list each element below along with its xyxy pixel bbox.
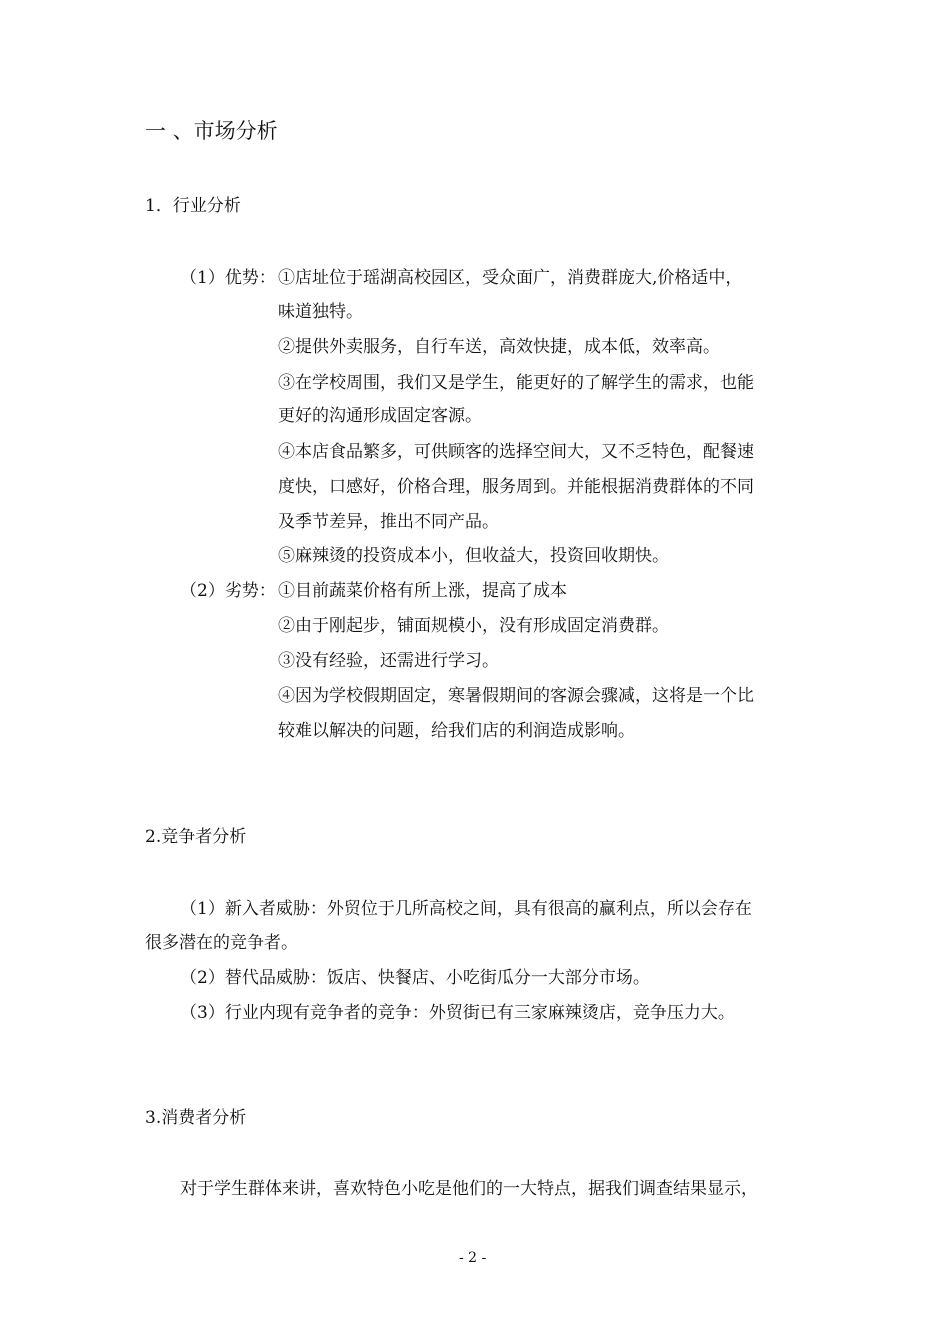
section-title: 一 、市场分析 <box>145 119 278 143</box>
strength-line: ②提供外卖服务，自行车送，高效快捷，成本低，效率高。 <box>278 337 720 357</box>
weakness-line: ③没有经验，还需进行学习。 <box>278 651 499 671</box>
competitor-line: 很多潜在的竞争者。 <box>145 933 298 953</box>
weakness-line: ①目前蔬菜价格有所上涨，提高了成本 <box>278 581 567 601</box>
strength-line: ③在学校周围，我们又是学生，能更好的了解学生的需求，也能 <box>278 373 754 393</box>
weaknesses-label: （2）劣势： <box>180 581 276 601</box>
weakness-line: ④因为学校假期固定，寒暑假期间的客源会骤减，这将是一个比 <box>278 686 754 706</box>
competitor-line: （2）替代品威胁：饭店、快餐店、小吃街瓜分一大部分市场。 <box>180 968 650 988</box>
competitors-heading: 2.竞争者分析 <box>145 827 247 847</box>
strength-line: ①店址位于瑶湖高校园区，受众面广，消费群庞大,价格适中， <box>278 268 743 288</box>
competitor-line: （1）新入者威胁：外贸位于几所高校之间，具有很高的赢利点，所以会存在 <box>180 899 752 919</box>
strengths-label: （1）优势： <box>180 268 276 288</box>
industry-heading: 1．行业分析 <box>145 196 241 216</box>
strength-line: ⑤麻辣烫的投资成本小，但收益大，投资回收期快。 <box>278 546 669 566</box>
strength-line: 度快，口感好，价格合理，服务周到。并能根据消费群体的不同 <box>278 477 754 497</box>
competitor-line: （3）行业内现有竞争者的竞争：外贸街已有三家麻辣烫店，竞争压力大。 <box>180 1003 735 1023</box>
strength-line: 更好的沟通形成固定客源。 <box>278 406 482 426</box>
page-number: - 2 - <box>459 1250 487 1266</box>
strength-line: 味道独特。 <box>278 302 363 322</box>
strength-line: 及季节差异，推出不同产品。 <box>278 512 499 532</box>
strength-line: ④本店食品繁多，可供顾客的选择空间大，又不乏特色，配餐速 <box>278 442 754 462</box>
consumer-line: 对于学生群体来讲，喜欢特色小吃是他们的一大特点，据我们调查结果显示， <box>180 1179 758 1199</box>
weakness-line: 较难以解决的问题，给我们店的利润造成影响。 <box>278 721 635 741</box>
weakness-line: ②由于刚起步，铺面规模小，没有形成固定消费群。 <box>278 616 669 636</box>
consumers-heading: 3.消费者分析 <box>145 1108 247 1128</box>
